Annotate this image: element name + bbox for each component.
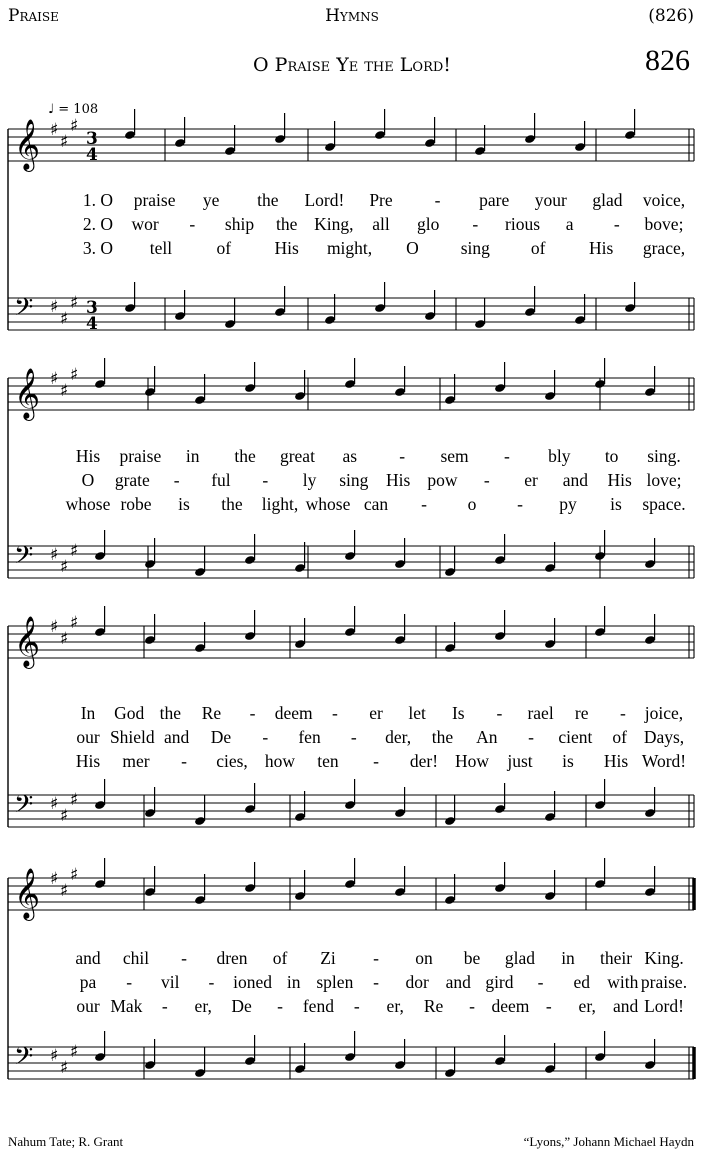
lyric-syllable: voice, (642, 190, 686, 210)
lyric-syllable: their (599, 948, 633, 968)
lyric-syllable: His (385, 470, 411, 490)
lyric-syllable: - (262, 470, 269, 490)
text-credit: Nahum Tate; R. Grant (8, 1134, 124, 1149)
lyric-syllable: might, (326, 238, 373, 258)
lyric-syllable: ten (317, 751, 339, 771)
lyric-syllable: - (399, 446, 406, 466)
page-number: (826) (648, 6, 694, 26)
lyric-syllable: - (373, 751, 379, 771)
lyric-syllable: 3. O (82, 238, 114, 258)
lyric-syllable: ful (211, 470, 231, 490)
lyric-syllable: fend (302, 996, 334, 1016)
lyric-syllable: space. (642, 494, 686, 514)
lyric-syllable: our (76, 996, 100, 1016)
sharp-icon: ♯ (50, 617, 59, 637)
sharp-icon: ♯ (70, 1042, 79, 1062)
lyric-syllable: der, (385, 727, 412, 747)
lyric-syllable: can (363, 494, 389, 514)
lyric-syllable: O (81, 470, 95, 490)
lyric-syllable: er (369, 703, 383, 723)
lyric-syllable: er, (578, 996, 596, 1016)
lyric-syllable: in (286, 972, 301, 992)
quarter-note-icon: ♩ (48, 102, 55, 117)
lyric-syllable: His (588, 238, 614, 258)
lyric-syllable: tell (149, 238, 173, 258)
treble-clef-icon: 𝄞 (14, 868, 41, 919)
lyric-syllable: py (559, 494, 577, 514)
lyric-syllable: O (406, 238, 419, 258)
lyric-syllable: King. (644, 948, 684, 968)
lyric-syllable: as (342, 446, 358, 466)
lyric-syllable: Lord! (304, 190, 345, 210)
sharp-icon: ♯ (70, 613, 79, 633)
lyric-syllable: rael (527, 703, 554, 723)
lyric-syllable: of (272, 948, 288, 968)
lyric-syllable: De (231, 996, 252, 1016)
bass-clef-icon: 𝄢 (14, 1042, 34, 1077)
lyric-syllable: splen (316, 972, 354, 992)
time-signature-top: 3 (86, 129, 98, 149)
lyric-syllable: dor (405, 972, 429, 992)
lyric-syllable: sem (440, 446, 469, 466)
lyric-syllable: 2. O (82, 214, 114, 234)
lyric-syllable: er (524, 470, 538, 490)
lyric-syllable: Is (451, 703, 465, 723)
lyric-syllable: - (277, 996, 283, 1016)
lyric-syllable: in (561, 948, 575, 968)
lyric-syllable: the (234, 446, 256, 466)
lyric-syllable: sing. (647, 446, 681, 466)
lyric-syllable: - (517, 494, 523, 514)
lyric-syllable: whose (65, 494, 111, 514)
lyric-syllable: all (372, 214, 390, 234)
lyric-syllable: of (612, 727, 627, 747)
lyric-syllable: grate (114, 470, 150, 490)
treble-clef-icon: 𝄞 (14, 119, 41, 170)
lyric-syllable: Zi (320, 948, 336, 968)
lyric-syllable: and (562, 470, 589, 490)
sharp-icon: ♯ (60, 629, 69, 649)
sharp-icon: ♯ (60, 881, 69, 901)
sharp-icon: ♯ (70, 116, 79, 136)
lyric-syllable: our (76, 727, 100, 747)
sharp-icon: ♯ (70, 293, 79, 313)
lyric-syllable: ship (224, 214, 255, 234)
lyric-syllable: and (75, 948, 101, 968)
lyric-syllable: cies, (216, 751, 248, 771)
lyric-syllable: glad (504, 948, 536, 968)
lyric-syllable: how (264, 751, 296, 771)
lyric-syllable: bly (548, 446, 571, 466)
lyric-syllable: the (257, 190, 279, 210)
lyric-syllable: - (545, 996, 552, 1016)
sharp-icon: ♯ (70, 790, 79, 810)
lyric-syllable: Lord! (644, 996, 684, 1016)
lyric-syllable: - (262, 727, 269, 747)
sharp-icon: ♯ (50, 297, 59, 317)
lyric-syllable: glo (416, 214, 440, 234)
lyric-syllable: ed (573, 972, 590, 992)
lyric-syllable: wor (131, 214, 159, 234)
lyric-syllable: of (530, 238, 546, 258)
sharp-icon: ♯ (50, 545, 59, 565)
lyric-syllable: - (619, 703, 626, 723)
lyric-syllable: and (612, 996, 639, 1016)
lyric-syllable: - (173, 470, 180, 490)
lyric-syllable: the (221, 494, 243, 514)
lyric-syllable: on (415, 948, 433, 968)
lyric-syllable: pow (427, 470, 458, 490)
sharp-icon: ♯ (50, 794, 59, 814)
lyric-syllable: bove; (644, 214, 684, 234)
lyric-syllable: His (607, 470, 632, 490)
lyric-syllable: sing (339, 470, 369, 490)
book-label: Hymns (325, 6, 379, 26)
lyric-syllable: ioned (233, 972, 273, 992)
lyric-syllable: rious (505, 214, 540, 234)
lyric-syllable: - (503, 446, 510, 466)
lyric-syllable: o (467, 494, 477, 514)
sharp-icon: ♯ (50, 369, 59, 389)
lyric-syllable: - (421, 494, 427, 514)
lyric-syllable: er, (386, 996, 404, 1016)
lyric-syllable: praise (133, 190, 176, 210)
sharp-icon: ♯ (70, 365, 79, 385)
lyric-syllable: the (275, 214, 298, 234)
lyric-syllable: - (373, 948, 379, 968)
lyric-syllable: joice, (644, 703, 684, 723)
lyric-syllable: - (189, 214, 196, 234)
time-signature-bottom: 4 (86, 145, 98, 165)
lyric-syllable: glad (592, 190, 623, 210)
lyric-syllable: of (216, 238, 232, 258)
lyric-syllable: - (483, 470, 490, 490)
lyric-syllable: - (434, 190, 441, 210)
tempo-value: = 108 (58, 102, 99, 117)
lyric-syllable: is (562, 751, 574, 771)
lyric-syllable: and (445, 972, 471, 992)
lyric-syllable: cient (558, 727, 593, 747)
lyric-syllable: pa (79, 972, 97, 992)
lyric-syllable: God (114, 703, 145, 723)
lyric-syllable: praise (119, 446, 162, 466)
hymn-title: O Praise Ye the Lord! (253, 54, 451, 76)
lyric-syllable: robe (120, 494, 152, 514)
lyric-syllable: - (181, 948, 187, 968)
lyric-syllable: deem (274, 703, 313, 723)
lyric-syllable: Re (201, 703, 222, 723)
sharp-icon: ♯ (60, 806, 69, 826)
lyric-syllable: deem (491, 996, 530, 1016)
lyric-syllable: His (75, 751, 101, 771)
time-signature-bottom: 4 (86, 314, 98, 334)
lyric-syllable: in (185, 446, 200, 466)
lyric-syllable: - (472, 214, 479, 234)
lyric-syllable: An (476, 727, 498, 747)
lyric-syllable: fen (298, 727, 321, 747)
lyric-syllable: - (249, 703, 256, 723)
lyric-syllable: Word! (641, 751, 687, 771)
lyric-syllable: great (279, 446, 315, 466)
sharp-icon: ♯ (60, 309, 69, 329)
lyric-syllable: is (610, 494, 622, 514)
lyric-syllable: der! (409, 751, 439, 771)
lyric-syllable: love; (646, 470, 682, 490)
sharp-icon: ♯ (60, 557, 69, 577)
lyric-syllable: - (537, 972, 544, 992)
time-signature-top: 3 (86, 298, 98, 318)
lyric-syllable: Re (423, 996, 444, 1016)
lyric-syllable: and (163, 727, 190, 747)
lyric-syllable: with (607, 972, 639, 992)
sharp-icon: ♯ (60, 381, 69, 401)
lyric-syllable: - (469, 996, 475, 1016)
lyric-syllable: ly (302, 470, 317, 490)
tune-credit: “Lyons,” Johann Michael Haydn (523, 1134, 694, 1149)
lyric-syllable: the (159, 703, 181, 723)
lyric-syllable: gird (485, 972, 514, 992)
lyric-syllable: re (574, 703, 589, 723)
lyric-syllable: King, (314, 214, 354, 234)
lyric-syllable: to (604, 446, 619, 466)
lyric-syllable: sing (460, 238, 490, 258)
lyric-syllable: 1. O (82, 190, 114, 210)
sharp-icon: ♯ (70, 541, 79, 561)
lyric-syllable: - (161, 996, 168, 1016)
lyric-syllable: dren (216, 948, 248, 968)
lyric-syllable: is (178, 494, 190, 514)
lyric-syllable: - (208, 972, 215, 992)
sharp-icon: ♯ (50, 1046, 59, 1066)
bass-clef-icon: 𝄢 (14, 541, 34, 576)
lyric-syllable: be (463, 948, 481, 968)
lyric-syllable: - (181, 751, 187, 771)
treble-clef-icon: 𝄞 (14, 616, 41, 667)
lyric-syllable: De (210, 727, 232, 747)
lyric-syllable: your (534, 190, 567, 210)
lyric-syllable: praise. (640, 972, 688, 992)
lyric-syllable: His (274, 238, 299, 258)
bass-clef-icon: 𝄢 (14, 790, 34, 825)
sharp-icon: ♯ (50, 120, 59, 140)
lyric-syllable: - (350, 727, 357, 747)
lyric-syllable: the (431, 727, 454, 747)
lyric-syllable: - (613, 214, 620, 234)
lyric-syllable: mer (122, 751, 150, 771)
lyric-syllable: whose (305, 494, 351, 514)
lyric-syllable: Days, (643, 727, 685, 747)
lyric-syllable: - (126, 972, 133, 992)
lyric-syllable: light, (261, 494, 299, 514)
lyric-syllable: a (565, 214, 574, 234)
sharp-icon: ♯ (60, 1058, 69, 1078)
lyric-syllable: His (75, 446, 101, 466)
lyric-syllable: pare (479, 190, 510, 210)
lyric-syllable: - (496, 703, 503, 723)
lyric-syllable: Mak (110, 996, 143, 1016)
lyric-syllable: - (373, 972, 379, 992)
lyric-syllable: vil (161, 972, 180, 992)
sharp-icon: ♯ (60, 132, 69, 152)
hymn-number: 826 (645, 44, 690, 77)
lyric-syllable: grace, (642, 238, 686, 258)
lyric-syllable: er, (194, 996, 212, 1016)
lyric-syllable: let (408, 703, 426, 723)
sharp-icon: ♯ (70, 865, 79, 885)
lyric-syllable: - (353, 996, 360, 1016)
lyric-syllable: chil (122, 948, 150, 968)
lyric-syllable: Pre (369, 190, 393, 210)
lyric-syllable: Shield (109, 727, 155, 747)
lyric-syllable: just (507, 751, 533, 771)
lyric-syllable: His (603, 751, 629, 771)
bass-clef-icon: 𝄢 (14, 293, 34, 328)
lyric-syllable: How (454, 751, 490, 771)
lyric-syllable: - (528, 727, 534, 747)
treble-clef-icon: 𝄞 (14, 368, 41, 419)
sharp-icon: ♯ (50, 869, 59, 889)
lyric-syllable: In (80, 703, 96, 723)
lyric-syllable: - (331, 703, 338, 723)
lyric-syllable: ye (202, 190, 220, 210)
section-label: Praise (8, 6, 59, 26)
